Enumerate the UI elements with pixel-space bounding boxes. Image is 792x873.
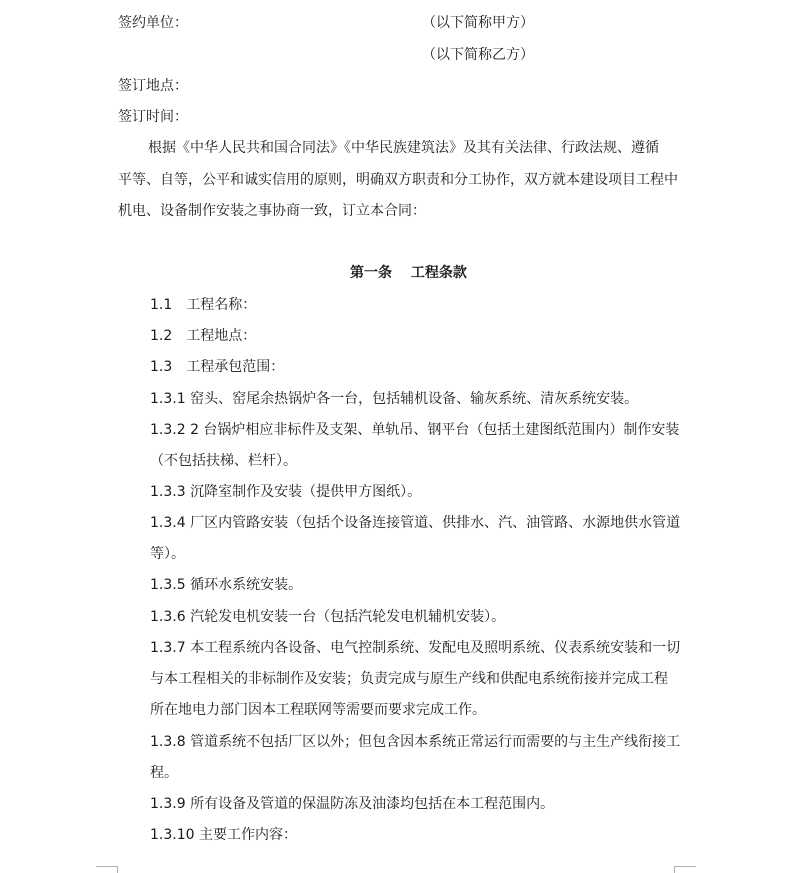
crop-mark (117, 866, 118, 873)
clause-line: 1.3.2 2 台锅炉相应非标件及支架、单轨吊、钢平台（包括土建图纸范围内）制作安装 (150, 422, 680, 438)
crop-mark (96, 866, 118, 867)
party-a-label: 签约单位： (118, 15, 188, 31)
party-a-note: （以下简称甲方） (422, 15, 534, 31)
clause-line: 1.1 工程名称： (150, 297, 257, 313)
location-label: 签订地点： (118, 78, 188, 94)
party-b-note: （以下简称乙方） (422, 47, 534, 63)
clause-line: 1.3 工程承包范围： (150, 359, 285, 375)
preamble-line: 根据《中华人民共和国合同法》《中华民族建筑法》及其有关法律、行政法规、遵循 (148, 140, 659, 156)
clause-line: 1.3.3 沉降室制作及安装（提供甲方图纸）。 (150, 484, 422, 500)
crop-mark (674, 866, 696, 867)
clause-line: 1.2 工程地点： (150, 328, 257, 344)
clause-line: 与本工程相关的非标制作及安装；负责完成与原生产线和供配电系统衔接并完成工程 (150, 671, 668, 687)
crop-mark (674, 866, 675, 873)
clause-line: 1.3.8 管道系统不包括厂区以外；但包含因本系统正常运行而需要的与主生产线衔接工 (150, 734, 681, 750)
clause-line: 等）。 (150, 546, 185, 562)
clause-line: （不包括扶梯、栏杆）。 (150, 453, 297, 469)
clause-line: 程。 (150, 765, 178, 781)
clause-line: 1.3.9 所有设备及管道的保温防冻及油漆均包括在本工程范围内。 (150, 796, 555, 812)
clause-line: 1.3.1 窑头、窑尾余热锅炉各一台，包括辅机设备、输灰系统、清灰系统安装。 (150, 391, 639, 407)
article-heading: 第一条 工程条款 (350, 265, 467, 281)
clause-line: 1.3.4 厂区内管路安装（包括个设备连接管道、供排水、汽、油管路、水源地供水管道 (150, 515, 681, 531)
clause-line: 1.3.5 循环水系统安装。 (150, 577, 303, 593)
clause-line: 1.3.10 主要工作内容： (150, 827, 297, 843)
clause-line: 1.3.7 本工程系统内各设备、电气控制系统、发配电及照明系统、仪表系统安装和一切 (150, 640, 681, 656)
time-label: 签订时间： (118, 109, 188, 125)
clause-line: 所在地电力部门因本工程联网等需要而要求完成工作。 (150, 702, 486, 718)
preamble-line: 机电、设备制作安装之事协商一致，订立本合同： (118, 203, 426, 219)
preamble-line: 平等、自等，公平和诚实信用的原则，明确双方职责和分工协作，双方就本建设项目工程中 (118, 172, 678, 188)
clause-line: 1.3.6 汽轮发电机安装一台（包括汽轮发电机辅机安装）。 (150, 609, 506, 625)
